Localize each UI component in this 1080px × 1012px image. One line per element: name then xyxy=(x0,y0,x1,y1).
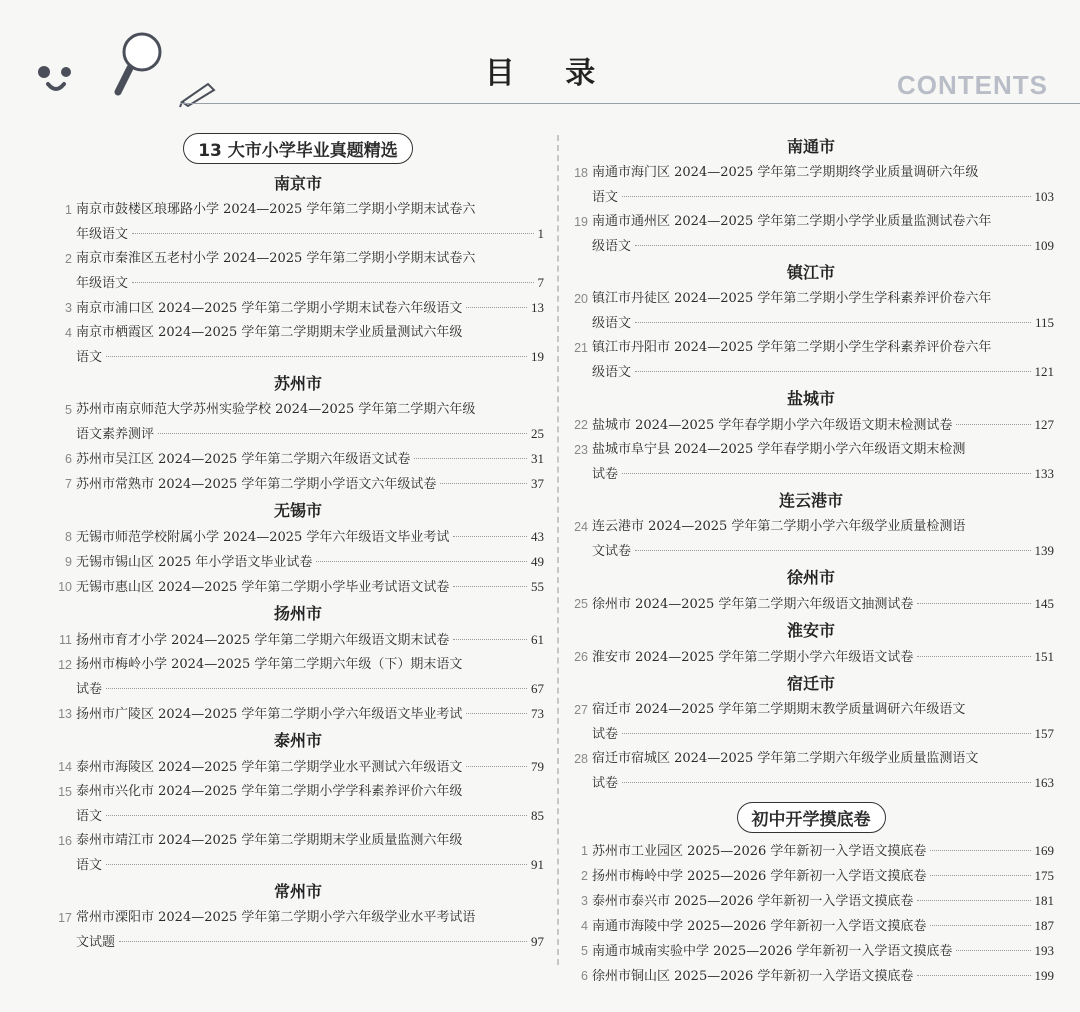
entry-page: 193 xyxy=(1034,943,1054,958)
entry-title-line2: 试卷 xyxy=(592,467,619,482)
entry-title: 扬州市广陵区 2024—2025 学年第二学期小学六年级语文毕业考试 xyxy=(76,707,463,722)
entry-number: 14 xyxy=(58,760,72,774)
entry-page: 7 xyxy=(537,275,544,290)
toc-entry xyxy=(568,864,1054,889)
entry-title-line2: 语文 xyxy=(592,190,619,205)
toc-entry xyxy=(568,161,1054,210)
contents-label: CONTENTS xyxy=(897,70,1048,100)
entry-title: 苏州市常熟市 2024—2025 学年第二学期小学语文六年级试卷 xyxy=(76,477,437,492)
entry-page: 73 xyxy=(531,706,544,721)
entry-page: 199 xyxy=(1034,968,1054,983)
entry-title-line1: 扬州市梅岭小学 2024—2025 学年第二学期六年级（下）期末语文 xyxy=(76,657,463,672)
entry-line xyxy=(592,413,1054,438)
toc-entry xyxy=(568,515,1054,564)
city-heading: 宿迁市 xyxy=(786,674,835,693)
entry-number: 21 xyxy=(574,341,588,355)
toc-entry xyxy=(52,321,544,370)
dot-leader xyxy=(622,782,1030,783)
entry-line xyxy=(592,592,1054,617)
city-heading: 常州市 xyxy=(273,882,322,901)
entry-number: 2 xyxy=(581,869,588,883)
entry-number: 1 xyxy=(581,844,588,858)
entry-number: 5 xyxy=(65,403,72,417)
dot-leader xyxy=(453,639,527,640)
dot-leader xyxy=(158,433,527,434)
toc-entry xyxy=(52,575,544,600)
entry-page: 115 xyxy=(1034,315,1054,330)
entry-number: 10 xyxy=(58,580,72,594)
entry-title-line1: 苏州市南京师范大学苏州实验学校 2024—2025 学年第二学期六年级 xyxy=(76,402,476,417)
entry-number: 20 xyxy=(574,292,588,306)
entry-title: 泰州市泰兴市 2025—2026 学年新初一入学语文摸底卷 xyxy=(592,894,914,909)
entry-number: 23 xyxy=(574,443,588,457)
entry-title-line2: 年级语文 xyxy=(76,227,129,242)
city-heading: 扬州市 xyxy=(273,604,322,623)
entry-title-line1: 南京市秦淮区五老村小学 2024—2025 学年第二学期小学期末试卷六 xyxy=(76,251,476,266)
toc-entry xyxy=(52,472,544,497)
entry-page: 127 xyxy=(1034,417,1054,432)
entry-title: 南京市浦口区 2024—2025 学年第二学期小学期末试卷六年级语文 xyxy=(76,301,463,316)
entry-page: 49 xyxy=(531,554,544,569)
toc-entry xyxy=(52,780,544,829)
entry-title-line1: 南京市鼓楼区琅琊路小学 2024—2025 学年第二学期小学期末试卷六 xyxy=(76,202,476,217)
entry-title: 苏州市吴江区 2024—2025 学年第二学期六年级语文试卷 xyxy=(76,452,411,467)
dot-leader xyxy=(635,550,1030,551)
entry-page: 43 xyxy=(531,529,544,544)
dot-leader xyxy=(316,561,527,562)
entry-title-line2: 试卷 xyxy=(592,776,619,791)
toc-entry xyxy=(568,287,1054,336)
toc-entry xyxy=(568,592,1054,617)
entry-number: 6 xyxy=(65,452,72,466)
entry-title-line1: 连云港市 2024—2025 学年第二学期小学六年级学业质量检测语 xyxy=(592,519,966,534)
entry-page: 13 xyxy=(531,300,544,315)
toc-entry xyxy=(52,829,544,878)
right-column xyxy=(568,131,1054,989)
city-heading: 镇江市 xyxy=(786,263,835,282)
entry-title-line2: 语文 xyxy=(76,350,103,365)
entry-page-line xyxy=(592,539,1054,564)
entry-page: 169 xyxy=(1034,843,1054,858)
entry-page-line xyxy=(76,222,544,247)
entry-number: 1 xyxy=(65,203,72,217)
entry-number: 24 xyxy=(574,520,588,534)
dot-leader xyxy=(635,245,1030,246)
entry-page: 25 xyxy=(531,426,544,441)
entry-title: 南通市海陵中学 2025—2026 学年新初一入学语文摸底卷 xyxy=(592,919,927,934)
toc-entry xyxy=(52,653,544,702)
entry-number: 19 xyxy=(574,215,588,229)
section-badge: 13 大市小学毕业真题精选 xyxy=(183,133,413,164)
entry-number: 12 xyxy=(58,658,72,672)
entry-page-line xyxy=(76,853,544,878)
dot-leader xyxy=(622,196,1030,197)
toc-entry xyxy=(568,747,1054,796)
dot-leader xyxy=(106,864,527,865)
entry-page: 79 xyxy=(531,759,544,774)
city-heading: 盐城市 xyxy=(786,389,835,408)
entry-number: 3 xyxy=(581,894,588,908)
entry-page: 85 xyxy=(531,808,544,823)
exam-badge: 初中开学摸底卷 xyxy=(737,802,886,833)
entry-page: 55 xyxy=(531,579,544,594)
entry-page-line xyxy=(76,271,544,296)
entry-page: 91 xyxy=(531,857,544,872)
entry-page: 31 xyxy=(531,451,544,466)
toc-entry xyxy=(568,645,1054,670)
entry-page-line xyxy=(76,345,544,370)
entry-title: 苏州市工业园区 2025—2026 学年新初一入学语文摸底卷 xyxy=(592,844,927,859)
entry-page-line xyxy=(76,930,544,955)
entry-line xyxy=(76,447,544,472)
entry-title-line1: 常州市溧阳市 2024—2025 学年第二学期小学六年级学业水平考试语 xyxy=(76,910,476,925)
entry-title-line1: 镇江市丹阳市 2024—2025 学年第二学期小学生学科素养评价卷六年 xyxy=(592,340,992,355)
entry-title-line2: 试卷 xyxy=(76,682,103,697)
entry-number: 5 xyxy=(581,944,588,958)
city-heading: 连云港市 xyxy=(778,491,843,510)
dot-leader xyxy=(930,850,1030,851)
entry-page: 163 xyxy=(1034,775,1054,790)
entry-page: 103 xyxy=(1034,189,1054,204)
entry-title-line1: 南通市海门区 2024—2025 学年第二学期期终学业质量调研六年级 xyxy=(592,165,979,180)
entry-line xyxy=(76,525,544,550)
header-rule xyxy=(180,103,1080,104)
entry-page: 133 xyxy=(1034,466,1054,481)
entry-page: 139 xyxy=(1034,543,1054,558)
dot-leader xyxy=(635,322,1031,323)
dot-leader xyxy=(466,307,527,308)
entry-page: 1 xyxy=(537,226,544,241)
entry-page-line xyxy=(592,185,1054,210)
entry-title: 南通市城南实验中学 2025—2026 学年新初一入学语文摸底卷 xyxy=(592,944,953,959)
dot-leader xyxy=(453,536,527,537)
city-heading: 南通市 xyxy=(786,137,835,156)
entry-number: 7 xyxy=(65,477,72,491)
entry-page: 109 xyxy=(1034,238,1054,253)
toc-entry xyxy=(52,198,544,247)
entry-number: 15 xyxy=(58,785,72,799)
toc-entry xyxy=(568,210,1054,259)
entry-number: 22 xyxy=(574,418,588,432)
dot-leader xyxy=(106,356,527,357)
entry-number: 3 xyxy=(65,301,72,315)
entry-page: 175 xyxy=(1034,868,1054,883)
toc-entry xyxy=(568,889,1054,914)
entry-page: 19 xyxy=(531,349,544,364)
entry-title-line1: 南京市栖霞区 2024—2025 学年第二学期期末学业质量测试六年级 xyxy=(76,325,463,340)
toc-entry xyxy=(568,336,1054,385)
entry-page-line xyxy=(592,311,1054,336)
toc-entry xyxy=(568,939,1054,964)
dot-leader xyxy=(917,900,1030,901)
entry-page: 151 xyxy=(1034,649,1054,664)
toc-entry xyxy=(52,247,544,296)
dot-leader xyxy=(930,875,1030,876)
entry-page-line xyxy=(592,462,1054,487)
dot-leader xyxy=(622,733,1030,734)
dot-leader xyxy=(956,424,1030,425)
toc-entry xyxy=(568,839,1054,864)
entry-number: 28 xyxy=(574,752,588,766)
entry-line xyxy=(76,550,544,575)
entry-page: 61 xyxy=(531,632,544,647)
entry-title-line2: 年级语文 xyxy=(76,276,129,291)
entry-line xyxy=(76,472,544,497)
city-heading: 无锡市 xyxy=(273,501,322,520)
entry-title: 无锡市惠山区 2024—2025 学年第二学期小学毕业考试语文试卷 xyxy=(76,580,450,595)
entry-title-line2: 级语文 xyxy=(592,365,632,380)
entry-page: 97 xyxy=(531,934,544,949)
entry-page-line xyxy=(592,360,1054,385)
entry-line xyxy=(592,839,1054,864)
left-column xyxy=(52,131,544,955)
entry-title: 淮安市 2024—2025 学年第二学期小学六年级语文试卷 xyxy=(592,650,914,665)
entry-number: 11 xyxy=(59,633,72,647)
entry-number: 2 xyxy=(65,252,72,266)
entry-title-line2: 语文 xyxy=(76,809,103,824)
entry-title-line2: 文试题 xyxy=(76,935,116,950)
entry-title-line2: 试卷 xyxy=(592,727,619,742)
entry-title: 泰州市海陵区 2024—2025 学年第二学期学业水平测试六年级语文 xyxy=(76,760,463,775)
entry-page: 181 xyxy=(1034,893,1054,908)
entry-page: 37 xyxy=(531,476,544,491)
entry-title: 扬州市梅岭中学 2025—2026 学年新初一入学语文摸底卷 xyxy=(592,869,927,884)
dot-leader xyxy=(119,941,527,942)
city-heading: 泰州市 xyxy=(273,731,322,750)
entry-title-line1: 南通市通州区 2024—2025 学年第二学期小学学业质量监测试卷六年 xyxy=(592,214,992,229)
entry-number: 27 xyxy=(574,703,588,717)
entry-title-line2: 文试卷 xyxy=(592,544,632,559)
entry-title: 徐州市铜山区 2025—2026 学年新初一入学语文摸底卷 xyxy=(592,969,914,984)
entry-title: 扬州市育才小学 2024—2025 学年第二学期六年级语文期末试卷 xyxy=(76,633,450,648)
toc-entry xyxy=(52,525,544,550)
entry-line xyxy=(592,645,1054,670)
entry-title-line2: 级语文 xyxy=(592,316,632,331)
entry-line xyxy=(592,964,1054,989)
dot-leader xyxy=(132,233,533,234)
toc-entry xyxy=(52,447,544,472)
toc-entry xyxy=(52,906,544,955)
city-heading: 苏州市 xyxy=(273,374,322,393)
toc-entry xyxy=(568,438,1054,487)
toc-entry xyxy=(52,398,544,447)
dot-leader xyxy=(440,483,527,484)
entry-page: 121 xyxy=(1034,364,1054,379)
entry-number: 18 xyxy=(574,166,588,180)
entry-number: 6 xyxy=(581,969,588,983)
entry-line xyxy=(76,702,544,727)
entry-number: 9 xyxy=(65,555,72,569)
entry-page-line xyxy=(76,422,544,447)
entry-page: 187 xyxy=(1034,918,1054,933)
dot-leader xyxy=(106,815,527,816)
dot-leader xyxy=(635,371,1030,372)
entry-page-line xyxy=(76,804,544,829)
dot-leader xyxy=(466,713,527,714)
toc-entry xyxy=(568,914,1054,939)
toc-entry xyxy=(52,628,544,653)
city-heading: 徐州市 xyxy=(786,568,835,587)
dot-leader xyxy=(453,586,527,587)
toc-entry xyxy=(52,550,544,575)
entry-page-line xyxy=(592,234,1054,259)
entry-line xyxy=(592,889,1054,914)
entry-page-line xyxy=(592,722,1054,747)
entry-page: 67 xyxy=(531,681,544,696)
entry-title-line1: 镇江市丹徒区 2024—2025 学年第二学期小学生学科素养评价卷六年 xyxy=(592,291,992,306)
toc-entry xyxy=(52,296,544,321)
entry-line xyxy=(592,864,1054,889)
entry-line xyxy=(592,939,1054,964)
dot-leader xyxy=(930,925,1030,926)
city-heading: 南京市 xyxy=(273,174,322,193)
city-heading: 淮安市 xyxy=(786,621,835,640)
entry-title: 盐城市 2024—2025 学年春学期小学六年级语文期末检测试卷 xyxy=(592,418,953,433)
toc-entry xyxy=(52,755,544,780)
dot-leader xyxy=(414,458,527,459)
entry-number: 25 xyxy=(574,597,588,611)
entry-number: 8 xyxy=(65,530,72,544)
entry-title-line1: 宿迁市宿城区 2024—2025 学年第二学期六年级学业质量监测语文 xyxy=(592,751,979,766)
entry-page: 157 xyxy=(1034,726,1054,741)
entry-number: 26 xyxy=(574,650,588,664)
entry-number: 4 xyxy=(65,326,72,340)
entry-title-line2: 语文素养测评 xyxy=(76,427,155,442)
entry-number: 4 xyxy=(581,919,588,933)
dot-leader xyxy=(917,603,1030,604)
toc-entry xyxy=(568,698,1054,747)
entry-title: 无锡市锡山区 2025 年小学语文毕业试卷 xyxy=(76,555,313,570)
toc-entry xyxy=(568,964,1054,989)
dot-leader xyxy=(466,766,527,767)
entry-number: 17 xyxy=(58,911,72,925)
entry-title-line2: 语文 xyxy=(76,858,103,873)
entry-line xyxy=(76,628,544,653)
entry-line xyxy=(76,296,544,321)
dot-leader xyxy=(956,950,1030,951)
column-divider xyxy=(557,135,559,965)
toc-entry xyxy=(52,702,544,727)
dot-leader xyxy=(917,656,1030,657)
entry-line xyxy=(76,755,544,780)
dot-leader xyxy=(132,282,533,283)
entry-title-line1: 宿迁市 2024—2025 学年第二学期期末教学质量调研六年级语文 xyxy=(592,702,966,717)
entry-line xyxy=(592,914,1054,939)
entry-number: 13 xyxy=(58,707,72,721)
dot-leader xyxy=(622,473,1030,474)
toc-entry xyxy=(568,413,1054,438)
entry-title: 无锡市师范学校附属小学 2024—2025 学年六年级语文毕业考试 xyxy=(76,530,450,545)
entry-title-line1: 泰州市兴化市 2024—2025 学年第二学期小学学科素养评价六年级 xyxy=(76,784,463,799)
dot-leader xyxy=(917,975,1030,976)
entry-page-line xyxy=(76,677,544,702)
entry-number: 16 xyxy=(58,834,72,848)
entry-line xyxy=(76,575,544,600)
entry-title-line2: 级语文 xyxy=(592,239,632,254)
entry-page-line xyxy=(592,771,1054,796)
page-title: 目 录 xyxy=(484,56,616,91)
entry-page: 145 xyxy=(1034,596,1054,611)
entry-title-line1: 盐城市阜宁县 2024—2025 学年春学期小学六年级语文期末检测 xyxy=(592,442,966,457)
dot-leader xyxy=(106,688,527,689)
entry-title-line1: 泰州市靖江市 2024—2025 学年第二学期期末学业质量监测六年级 xyxy=(76,833,463,848)
entry-title: 徐州市 2024—2025 学年第二学期六年级语文抽测试卷 xyxy=(592,597,914,612)
